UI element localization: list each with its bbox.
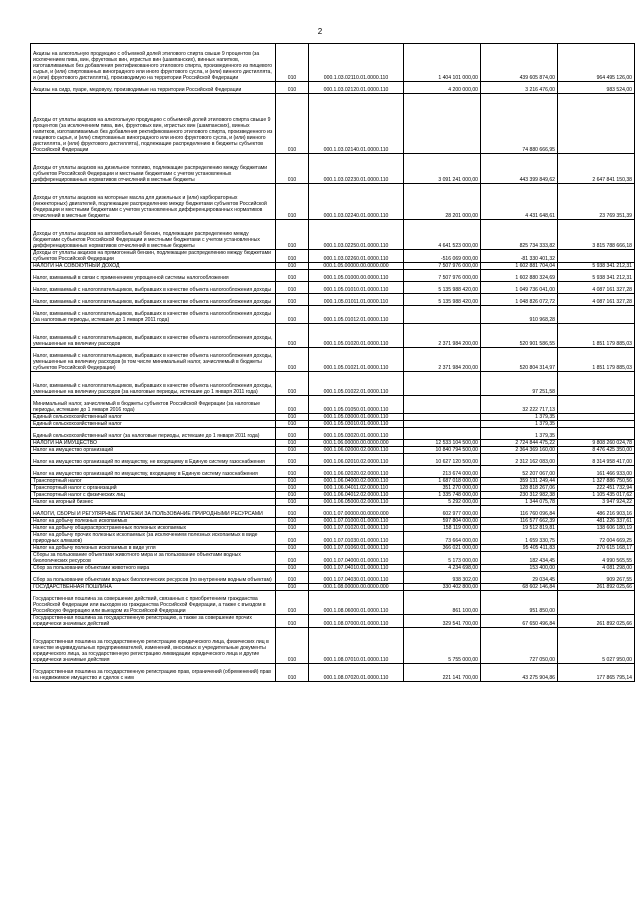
row-code-cell: 010 [276,591,309,615]
row-plan-cell: 73 664 000,00 [404,532,481,545]
row-code-cell: 010 [276,306,309,324]
row-kbk-cell: 000.1.07.04000.01.0000.110 [309,552,404,565]
row-exec-cell: 52 207 067,00 [481,466,558,478]
row-plan-cell: 4 641 523 000,00 [404,220,481,250]
row-name-cell: Единый сельскохозяйственный налог [31,414,276,421]
row-plan-cell: 597 804 000,00 [404,518,481,525]
row-plan-cell: 5 292 000,00 [404,499,481,506]
row-kbk-cell: 000.1.08.00000.00.0000.000 [309,584,404,591]
table-row [31,584,635,591]
row-rest-cell: 8 314 958 417,00 [558,454,635,466]
table-row [31,428,635,440]
row-name-cell: НАЛОГИ НА ИМУЩЕСТВО [31,440,276,447]
table-row [31,82,635,94]
table-row [31,348,635,372]
table-row [31,294,635,306]
row-kbk-cell: 000.1.07.00000.00.0000.000 [309,506,404,518]
row-exec-cell: 19 512 819,81 [481,525,558,532]
row-kbk-cell: 000.1.05.01011.01.0000.110 [309,294,404,306]
row-kbk-cell: 000.1.07.04030.01.0000.110 [309,572,404,584]
row-exec-cell: 4 431 648,61 [481,184,558,220]
row-code-cell: 010 [276,532,309,545]
row-code-cell: 010 [276,348,309,372]
row-code-cell: 010 [276,94,309,154]
row-exec-cell: 2 312 162 083,00 [481,454,558,466]
row-name-cell: Налог на имущество организаций по имуществу, не входящему в Единую систему газоснабжения [31,454,276,466]
row-code-cell: 010 [276,184,309,220]
row-kbk-cell: 000.1.08.07000.01.0000.110 [309,615,404,628]
row-kbk-cell: 000.1.03.02240.01.0000.110 [309,184,404,220]
row-kbk-cell: 000.1.07.01020.01.0000.110 [309,525,404,532]
row-exec-cell: 1 048 826 072,72 [481,294,558,306]
table-row [31,184,635,220]
row-kbk-cell: 000.1.05.01000.00.0000.110 [309,270,404,282]
table-row [31,664,635,682]
table-row [31,396,635,414]
table-row [31,525,635,532]
row-rest-cell: 138 606 180,19 [558,525,635,532]
row-exec-cell: 68 602 146,84 [481,584,558,591]
row-code-cell: 010 [276,324,309,348]
row-kbk-cell: 000.1.06.04011.02.0000.110 [309,485,404,492]
row-rest-cell: 2 647 841 150,38 [558,154,635,184]
row-plan-cell [404,372,481,396]
row-name-cell: Единый сельскохозяйственный налог [31,421,276,428]
row-exec-cell: 2 724 844 475,22 [481,440,558,447]
row-kbk-cell: 000.1.05.01010.01.0000.110 [309,282,404,294]
row-exec-cell: 520 901 586,55 [481,324,558,348]
row-rest-cell: 8 476 425 350,00 [558,447,635,454]
table-row [31,154,635,184]
row-name-cell: Доходы от уплаты акцизов на моторные масла для дизельных и (или) карбюраторных (инжекторных) двигателей, подлежащие распределению между бюджетами субъектов Российской Федерации и местными бюджетами с учетом установленных дифференцированных нормативов отчислений в местные бюджеты [31,184,276,220]
row-name-cell: Налог на добычу полезных ископаемых [31,518,276,525]
row-rest-cell: 177 865 795,14 [558,664,635,682]
row-rest-cell: 983 524,00 [558,82,635,94]
table-row [31,565,635,572]
row-code-cell: 010 [276,518,309,525]
row-code-cell: 010 [276,552,309,565]
table-row [31,44,635,82]
row-rest-cell: 1 851 179 885,03 [558,348,635,372]
row-rest-cell [558,94,635,154]
row-rest-cell [558,414,635,421]
row-kbk-cell: 000.1.03.02260.01.0000.110 [309,250,404,263]
table-row [31,94,635,154]
row-name-cell: Налог, взимаемый с налогоплательщиков, выбравших в качестве объекта налогообложения доходы, уменьшенные на величину расходов (за налоговые периоды, истекшие до 1 января 2011 года) [31,372,276,396]
row-name-cell: Транспортный налог с физических лиц [31,492,276,499]
row-rest-cell: 1 851 179 885,03 [558,324,635,348]
row-exec-cell: 116 577 662,39 [481,518,558,525]
table-row [31,485,635,492]
row-exec-cell: 1 602 880 324,69 [481,270,558,282]
row-rest-cell: 23 769 351,39 [558,184,635,220]
row-kbk-cell: 000.1.05.03010.01.0000.110 [309,421,404,428]
row-code-cell: 010 [276,414,309,421]
row-name-cell: Минимальный налог, зачисляемый в бюджеты субъектов Российской Федерации (за налоговые периоды, истекшие до 1 января 2016 года) [31,396,276,414]
row-name-cell: Налог на добычу прочих полезных ископаемых (за исключением полезных ископаемых в виде природных алмазов) [31,532,276,545]
row-exec-cell: 128 818 267,06 [481,485,558,492]
row-name-cell: Налог на добычу общераспространенных полезных ископаемых [31,525,276,532]
row-name-cell: Государственная пошлина за государственную регистрацию, а также за совершение прочих юридически значимых действий [31,615,276,628]
row-exec-cell: 67 650 496,84 [481,615,558,628]
row-code-cell: 010 [276,44,309,82]
row-plan-cell [404,428,481,440]
table-row [31,466,635,478]
row-rest-cell: 964 495 126,00 [558,44,635,82]
row-code-cell: 010 [276,294,309,306]
row-kbk-cell: 000.1.03.02230.01.0000.110 [309,154,404,184]
row-kbk-cell: 000.1.06.05000.02.0000.110 [309,499,404,506]
table-row [31,506,635,518]
row-name-cell: Налог, взимаемый с налогоплательщиков, выбравших в качестве объекта налогообложения доходы, уменьшенные на величину расходов [31,324,276,348]
row-rest-cell [558,372,635,396]
row-kbk-cell: 000.1.03.02120.01.0000.110 [309,82,404,94]
row-rest-cell: 4 081 298,00 [558,565,635,572]
row-rest-cell [558,250,635,263]
row-rest-cell: 4 990 565,55 [558,552,635,565]
row-name-cell: НАЛОГИ НА СОВОКУПНЫЙ ДОХОД [31,263,276,270]
row-kbk-cell: 000.1.06.04012.02.0000.110 [309,492,404,499]
row-rest-cell: 5 027 950,00 [558,628,635,664]
row-plan-cell: 351 270 000,00 [404,485,481,492]
row-plan-cell: 5 135 988 420,00 [404,294,481,306]
row-name-cell: ГОСУДАРСТВЕННАЯ ПОШЛИНА [31,584,276,591]
row-rest-cell: 5 938 341 212,31 [558,270,635,282]
row-exec-cell: 910 968,28 [481,306,558,324]
row-name-cell: Транспортный налог с организаций [31,485,276,492]
row-code-cell: 010 [276,440,309,447]
table-row [31,250,635,263]
row-exec-cell: 1 344 075,78 [481,499,558,506]
row-name-cell: Акцизы на алкогольную продукцию с объемной долей этилового спирта свыше 9 процентов (за исключением пива, вин, фруктовых вин, игристых вин (шампанских), винных напитков, изготавливаемых без добавления ректификованного этилового спирта, произведенного из пищевого сырья, и (или) спиртованных виноградного или иного фруктового сусла, и (или) винного дистиллята, и (или) фруктового дистиллята), производимую на территории Российской Федерации [31,44,276,82]
row-exec-cell: 951 850,00 [481,591,558,615]
row-code-cell: 010 [276,664,309,682]
row-rest-cell: 4 087 161 327,28 [558,282,635,294]
row-exec-cell: 3 216 476,00 [481,82,558,94]
row-kbk-cell: 000.1.03.02250.01.0000.110 [309,220,404,250]
row-name-cell: Налог, взимаемый с налогоплательщиков, выбравших в качестве объекта налогообложения доходы [31,282,276,294]
row-exec-cell: 1 659 330,75 [481,532,558,545]
row-rest-cell: 261 892 025,66 [558,584,635,591]
table-row [31,518,635,525]
row-name-cell: Государственная пошлина за государственную регистрацию юридического лица, физических лиц в качестве индивидуальных предпринимателей, изменений, вносимых в учредительные документы юридического лица, за государственную регистрацию ликвидации юридического лица и другие юридически значимые действия [31,628,276,664]
row-name-cell: Государственная пошлина за совершение действий, связанных с приобретением гражданства Российской Федерации или выходом из гражданства Российской Федерации, а также с въездом в Российскую Федерацию или выездом из Российской Федерации [31,591,276,615]
row-exec-cell: 116 760 096,84 [481,506,558,518]
row-name-cell: Налог, взимаемый с налогоплательщиков, выбравших в качестве объекта налогообложения доходы [31,294,276,306]
row-code-cell: 010 [276,154,309,184]
row-name-cell: Доходы от уплаты акцизов на прямогонный бензин, подлежащие распределению между бюджетами субъектов Российской Федерации [31,250,276,263]
row-name-cell: Доходы от уплаты акцизов на автомобильный бензин, подлежащие распределению между бюджетами субъектов Российской Федерации и местными бюджетами с учетом установленных дифференцированных нормативов отчислений в местные бюджеты [31,220,276,250]
row-kbk-cell: 000.1.06.02010.02.0000.110 [309,454,404,466]
row-exec-cell: -81 330 401,32 [481,250,558,263]
row-code-cell: 010 [276,447,309,454]
row-exec-cell: 1 602 881 704,04 [481,263,558,270]
row-plan-cell: 213 674 000,00 [404,466,481,478]
revenue-table [30,43,635,682]
row-rest-cell [558,421,635,428]
row-exec-cell: 520 804 314,97 [481,348,558,372]
row-rest-cell: 909 267,55 [558,572,635,584]
row-plan-cell: 938 302,00 [404,572,481,584]
row-kbk-cell: 000.1.05.01012.01.0000.110 [309,306,404,324]
table-row [31,591,635,615]
row-name-cell: Налог на добычу полезных ископаемых в виде угля [31,545,276,552]
row-name-cell: Налог на игорный бизнес [31,499,276,506]
row-name-cell: Сбор за пользование объектами водных биологических ресурсов (по внутренним водным объектам) [31,572,276,584]
table-row [31,478,635,485]
row-rest-cell: 486 216 903,16 [558,506,635,518]
row-code-cell: 010 [276,628,309,664]
table-row [31,440,635,447]
row-kbk-cell: 000.1.05.01020.01.0000.110 [309,324,404,348]
row-code-cell: 010 [276,454,309,466]
row-kbk-cell: 000.1.07.01000.01.0000.110 [309,518,404,525]
row-code-cell: 010 [276,428,309,440]
row-exec-cell: 1 049 736 041,00 [481,282,558,294]
row-name-cell: Сбор за пользование объектами животного мира [31,565,276,572]
row-kbk-cell: 000.1.05.01021.01.0000.110 [309,348,404,372]
row-plan-cell: 3 091 241 000,00 [404,154,481,184]
row-name-cell: Налог, взимаемый с налогоплательщиков, выбравших в качестве объекта налогообложения доходы, уменьшенные на величину расходов (в том числе минимальный налог, зачисляемый в бюджеты субъектов Российской Федерации) [31,348,276,372]
row-plan-cell: 1 687 018 000,00 [404,478,481,485]
row-plan-cell: 12 533 104 500,00 [404,440,481,447]
page-number: 2 [317,27,323,36]
row-plan-cell: 221 141 700,00 [404,664,481,682]
row-plan-cell: 4 234 698,00 [404,565,481,572]
row-code-cell: 010 [276,525,309,532]
row-code-cell: 010 [276,466,309,478]
row-code-cell: 010 [276,545,309,552]
row-exec-cell: 1 379,35 [481,421,558,428]
table-row [31,282,635,294]
row-code-cell: 010 [276,421,309,428]
row-exec-cell: 2 364 369 160,00 [481,447,558,454]
table-row [31,263,635,270]
row-exec-cell: 32 222 717,13 [481,396,558,414]
row-plan-cell: 5 755 000,00 [404,628,481,664]
row-kbk-cell: 000.1.03.02140.01.0000.110 [309,94,404,154]
table-row [31,492,635,499]
table-row [31,628,635,664]
row-code-cell: 010 [276,499,309,506]
row-plan-cell: 10 840 794 500,00 [404,447,481,454]
row-plan-cell: 7 507 976 000,00 [404,270,481,282]
table-row [31,414,635,421]
row-rest-cell: 3 947 924,22 [558,499,635,506]
row-plan-cell: 329 541 700,00 [404,615,481,628]
row-kbk-cell: 000.1.05.03020.01.0000.110 [309,428,404,440]
row-rest-cell: 4 087 161 327,28 [558,294,635,306]
row-plan-cell [404,421,481,428]
row-plan-cell [404,306,481,324]
row-exec-cell: 359 131 249,44 [481,478,558,485]
row-plan-cell: -516 069 000,00 [404,250,481,263]
table-row [31,532,635,545]
row-plan-cell: 602 977 000,00 [404,506,481,518]
row-name-cell: Единый сельскохозяйственный налог (за налоговые периоды, истекшие до 1 января 2011 года) [31,428,276,440]
row-plan-cell: 5 135 988 420,00 [404,282,481,294]
row-name-cell: Сборы за пользование объектами животного мира и за пользование объектами водных биологических ресурсов [31,552,276,565]
row-exec-cell: 97 251,58 [481,372,558,396]
table-row [31,572,635,584]
row-rest-cell [558,428,635,440]
row-rest-cell [558,591,635,615]
row-plan-cell: 7 507 976 000,00 [404,263,481,270]
table-row [31,270,635,282]
row-code-cell: 010 [276,270,309,282]
table-row [31,447,635,454]
row-exec-cell: 439 605 874,00 [481,44,558,82]
row-code-cell: 010 [276,396,309,414]
row-name-cell: Налог, взимаемый с налогоплательщиков, выбравших в качестве объекта налогообложения доходы (за налоговые периоды, истекшие до 1 января 2011 года) [31,306,276,324]
row-kbk-cell: 000.1.05.03000.01.0000.110 [309,414,404,421]
row-rest-cell: 72 004 669,25 [558,532,635,545]
row-name-cell: Транспортный налог [31,478,276,485]
row-kbk-cell: 000.1.03.02110.01.0000.110 [309,44,404,82]
row-code-cell: 010 [276,220,309,250]
row-code-cell: 010 [276,263,309,270]
table-row [31,552,635,565]
row-exec-cell: 1 379,35 [481,414,558,421]
row-kbk-cell: 000.1.08.07010.01.0000.110 [309,628,404,664]
row-plan-cell: 4 200 000,00 [404,82,481,94]
row-name-cell: Налог на имущество организаций [31,447,276,454]
row-rest-cell [558,396,635,414]
row-exec-cell: 43 275 904,86 [481,664,558,682]
row-plan-cell: 158 119 000,00 [404,525,481,532]
row-kbk-cell: 000.1.05.01022.01.0000.110 [309,372,404,396]
row-plan-cell: 366 021 000,00 [404,545,481,552]
row-kbk-cell: 000.1.06.02020.02.0000.110 [309,466,404,478]
row-exec-cell: 29 034,45 [481,572,558,584]
row-code-cell: 010 [276,615,309,628]
row-rest-cell: 5 938 341 212,31 [558,263,635,270]
row-name-cell: Акцизы на сидр, пуаре, медовуху, производимые на территории Российской Федерации [31,82,276,94]
row-exec-cell: 153 400,00 [481,565,558,572]
row-rest-cell: 9 808 260 024,78 [558,440,635,447]
row-plan-cell [404,414,481,421]
row-plan-cell: 1 404 101 000,00 [404,44,481,82]
row-name-cell: Государственная пошлина за государственную регистрацию прав, ограничений (обременений) прав на недвижимое имущество и сделок с ним [31,664,276,682]
row-kbk-cell: 000.1.07.01030.01.0000.110 [309,532,404,545]
row-code-cell: 010 [276,565,309,572]
table-row [31,545,635,552]
row-kbk-cell: 000.1.08.06000.01.0000.110 [309,591,404,615]
row-plan-cell [404,396,481,414]
row-exec-cell: 443 399 849,62 [481,154,558,184]
row-plan-cell: 861 100,00 [404,591,481,615]
row-exec-cell: 95 405 411,83 [481,545,558,552]
row-kbk-cell: 000.1.07.04010.01.0000.110 [309,565,404,572]
row-plan-cell [404,94,481,154]
table-row [31,454,635,466]
row-kbk-cell: 000.1.05.01050.01.0000.110 [309,396,404,414]
row-plan-cell: 28 201 000,00 [404,184,481,220]
row-kbk-cell: 000.1.06.02000.02.0000.110 [309,447,404,454]
row-exec-cell: 74 880 666,95 [481,94,558,154]
row-code-cell: 010 [276,492,309,499]
table-row [31,306,635,324]
row-name-cell: Налог, взимаемый в связи с применением упрощенной системы налогообложения [31,270,276,282]
row-code-cell: 010 [276,282,309,294]
row-name-cell: Налог на имущество организаций по имуществу, входящему в Единую систему газоснабжения [31,466,276,478]
row-kbk-cell: 000.1.08.07020.01.0000.110 [309,664,404,682]
table-row [31,499,635,506]
table-row [31,615,635,628]
row-plan-cell: 330 402 800,00 [404,584,481,591]
row-plan-cell: 5 173 000,00 [404,552,481,565]
row-rest-cell: 161 466 933,00 [558,466,635,478]
row-rest-cell: 3 815 788 666,18 [558,220,635,250]
row-name-cell: НАЛОГИ, СБОРЫ И РЕГУЛЯРНЫЕ ПЛАТЕЖИ ЗА ПОЛЬЗОВАНИЕ ПРИРОДНЫМИ РЕСУРСАМИ [31,506,276,518]
row-name-cell: Доходы от уплаты акцизов на дизельное топливо, подлежащие распределению между бюджетами субъектов Российской Федерации и местными бюджетами с учетом установленных дифференцированных нормативов отчислений в местные бюджеты [31,154,276,184]
row-name-cell: Доходы от уплаты акцизов на алкогольную продукцию с объемной долей этилового спирта свыше 9 процентов (за исключением пива, вин, фруктовых вин, игристых вин (шампанских), винных напитков, изготавливаемых без добавления ректификованного этилового спирта, произведенного из пищевого сырья, и (или) спиртованных виноградного или иного фруктового сусла, и (или) винного дистиллята, и (или) фруктового дистиллята), подлежащие распределению в бюджеты субъектов Российской Федерации [31,94,276,154]
table-row [31,220,635,250]
table-row [31,324,635,348]
row-plan-cell: 10 627 120 500,00 [404,454,481,466]
row-exec-cell: 230 312 982,38 [481,492,558,499]
row-plan-cell: 2 371 984 200,00 [404,348,481,372]
row-code-cell: 010 [276,82,309,94]
row-code-cell: 010 [276,485,309,492]
table-row [31,372,635,396]
row-exec-cell: 825 734 333,82 [481,220,558,250]
row-plan-cell: 1 335 748 000,00 [404,492,481,499]
row-rest-cell: 222 451 732,94 [558,485,635,492]
row-code-cell: 010 [276,478,309,485]
row-rest-cell: 1 327 886 750,56 [558,478,635,485]
row-kbk-cell: 000.1.05.00000.00.0000.000 [309,263,404,270]
row-rest-cell: 481 226 337,61 [558,518,635,525]
row-rest-cell: 270 615 168,17 [558,545,635,552]
row-code-cell: 010 [276,572,309,584]
row-code-cell: 010 [276,250,309,263]
row-exec-cell: 1 379,35 [481,428,558,440]
row-rest-cell: 1 105 435 017,62 [558,492,635,499]
row-kbk-cell: 000.1.06.04000.02.0000.110 [309,478,404,485]
row-kbk-cell: 000.1.06.00000.00.0000.000 [309,440,404,447]
row-kbk-cell: 000.1.07.01060.01.0000.110 [309,545,404,552]
row-rest-cell [558,306,635,324]
table-row [31,421,635,428]
row-code-cell: 010 [276,506,309,518]
row-exec-cell: 182 434,45 [481,552,558,565]
row-code-cell: 010 [276,584,309,591]
row-code-cell: 010 [276,372,309,396]
row-rest-cell: 261 892 025,66 [558,615,635,628]
row-exec-cell: 727 050,00 [481,628,558,664]
row-plan-cell: 2 371 984 200,00 [404,324,481,348]
